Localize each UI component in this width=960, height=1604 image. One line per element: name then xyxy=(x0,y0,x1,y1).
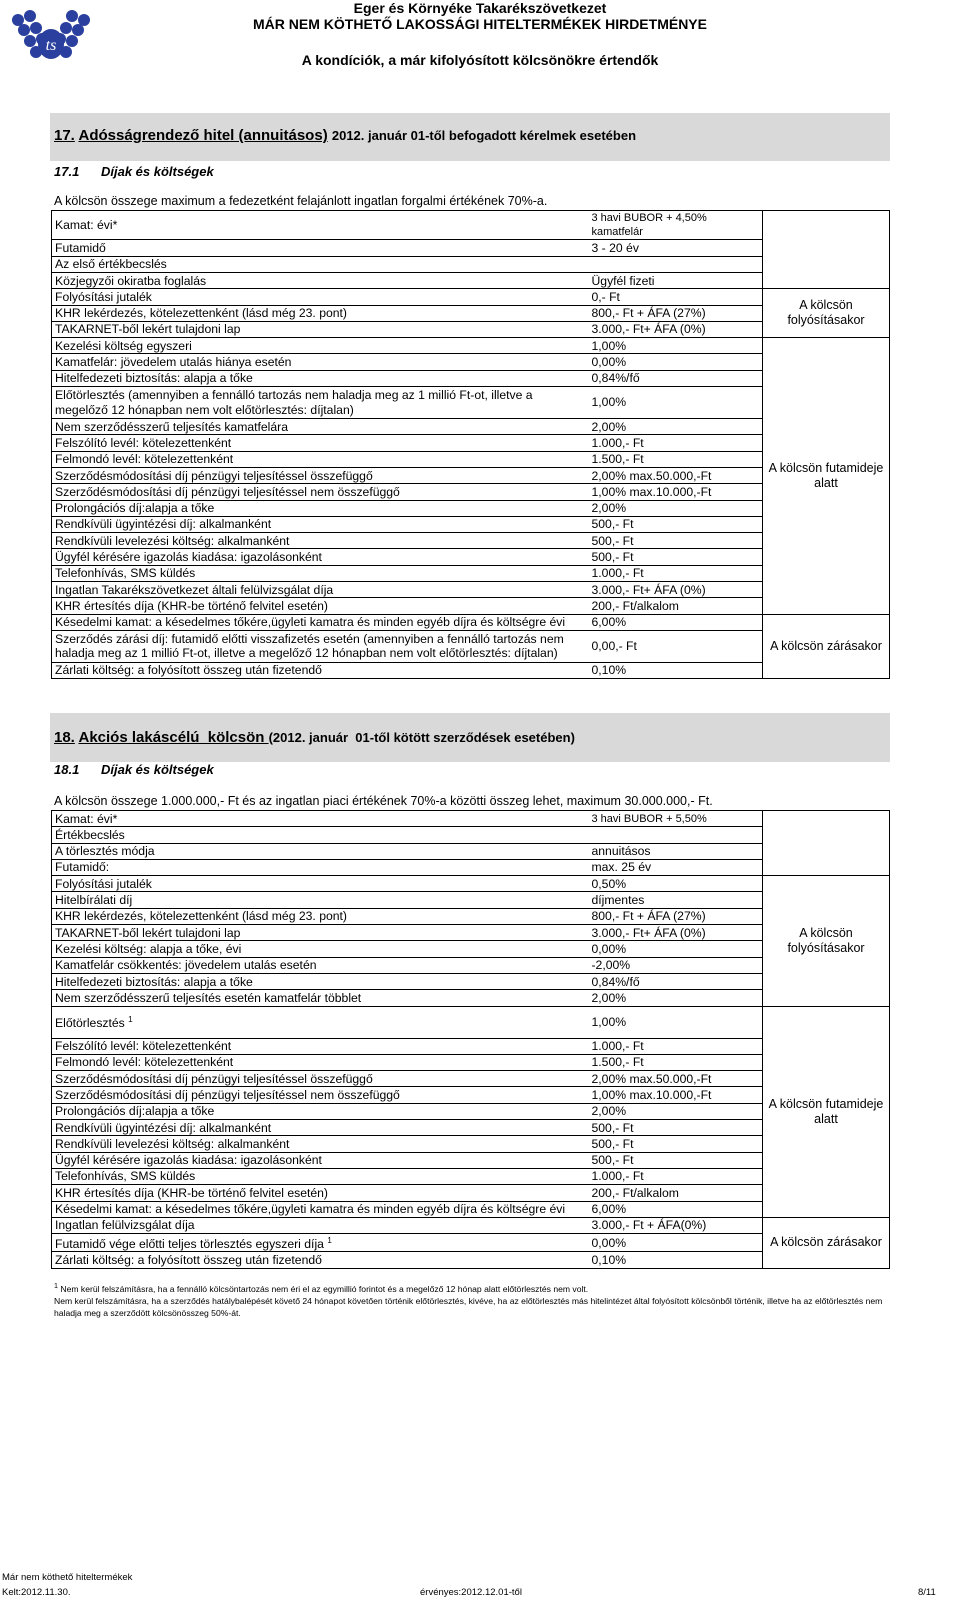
fee-label: Előtörlesztés (amennyiben a fennálló tartozás nem haladja meg az 1 millió Ft-ot, illetve a megelőző 12 hónapban nem volt előtörlesztés: díjtalan) xyxy=(52,387,589,419)
timing-disbursement: A kölcsön folyósításakor xyxy=(763,289,890,338)
fee-value: 1.000,- Ft xyxy=(589,1168,763,1184)
fee-label: Szerződésmódosítási díj pénzügyi teljesítéssel összefüggő xyxy=(52,467,589,483)
section-18-header xyxy=(50,713,890,762)
fee-label: Szerződésmódosítási díj pénzügyi teljesítéssel nem összefüggő xyxy=(52,484,589,500)
fee-label: Hitelfedezeti biztosítás: alapja a tőke xyxy=(52,370,589,386)
fee-label: Zárlati költség: a folyósított összeg után fizetendő xyxy=(52,662,589,678)
fee-value: 0,50% xyxy=(589,876,763,892)
fee-value: 0,10% xyxy=(589,662,763,678)
fee-value: 1.000,- Ft xyxy=(589,1038,763,1054)
fee-label: KHR lekérdezés, kötelezettenként (lásd még 23. pont) xyxy=(52,908,589,924)
fee-value: 0,00% xyxy=(589,354,763,370)
fee-value xyxy=(589,256,763,272)
fee-label: TAKARNET-ből lekért tulajdoni lap xyxy=(52,925,589,941)
footnote-ref: 1 xyxy=(128,1015,133,1025)
section-17-name: Adósságrendező hitel (annuitásos) xyxy=(78,127,328,144)
footnote-ref: 1 xyxy=(327,1236,332,1246)
fee-value: 1.500,- Ft xyxy=(589,451,763,467)
fee-value: 200,- Ft/alkalom xyxy=(589,1185,763,1201)
fee-label: KHR értesítés díja (KHR-be történő felvitel esetén) xyxy=(52,598,589,614)
fee-value: 2,00% max.50.000,-Ft xyxy=(589,467,763,483)
section-17-intro: A kölcsön összege maximum a fedezetként felajánlott ingatlan forgalmi értékének 70%-a. xyxy=(54,194,548,208)
fee-value: 500,- Ft xyxy=(589,1152,763,1168)
fee-label: Felszólító levél: kötelezettenként xyxy=(52,1038,589,1054)
fee-row xyxy=(52,211,890,240)
fee-value: 3 - 20 év xyxy=(589,240,763,256)
fee-value: 800,- Ft + ÁFA (27%) xyxy=(589,908,763,924)
fee-value: 3 havi BUBOR + 5,50% xyxy=(589,811,763,827)
fee-value: 1,00% xyxy=(589,1006,763,1038)
fee-label: Késedelmi kamat: a késedelmes tőkére,ügyleti kamatra és minden egyéb díjra és költségre évi xyxy=(52,614,589,630)
footnote-mark: 1 xyxy=(54,1282,58,1290)
page-title: MÁR NEM KÖTHETŐ LAKOSSÁGI HITELTERMÉKEK HIRDETMÉNYE xyxy=(253,16,707,32)
section-18-intro: A kölcsön összege 1.000.000,- Ft és az ingatlan piaci értékének 70%-a közötti összeg lehet, maximum 30.000.000,- Ft. xyxy=(54,794,713,808)
fee-label: Felmondó levél: kötelezettenként xyxy=(52,451,589,467)
fee-label: Rendkívüli levelezési költség: alkalmanként xyxy=(52,533,589,549)
fee-value: 0,00% xyxy=(589,941,763,957)
fee-value: 3 havi BUBOR + 4,50% kamatfelár xyxy=(589,211,763,240)
fee-label: Előtörlesztés $^1$ xyxy=(52,1006,589,1038)
section-17-title xyxy=(54,127,636,144)
fee-label: Késedelmi kamat: a késedelmes tőkére,ügyleti kamatra és minden egyéb díjra és költségre évi xyxy=(52,1201,589,1217)
section-17-date: 2012. január 01-től befogadott kérelmek esetében xyxy=(331,128,637,143)
fee-value: 500,- Ft xyxy=(589,549,763,565)
fee-label: Telefonhívás, SMS küldés xyxy=(52,1168,589,1184)
fee-value: 0,00,- Ft xyxy=(589,630,763,662)
fee-label: Nem szerződésszerű teljesítés kamatfelára xyxy=(52,419,589,435)
fee-label: Nem szerződésszerű teljesítés esetén kamatfelár többlet xyxy=(52,990,589,1006)
fee-label: Zárlati költség: a folyósított összeg után fizetendő xyxy=(52,1252,589,1268)
fee-value: 200,- Ft/alkalom xyxy=(589,598,763,614)
svg-text:ts: ts xyxy=(45,37,57,54)
fee-label: Kezelési költség egyszeri xyxy=(52,338,589,354)
fee-label: Telefonhívás, SMS küldés xyxy=(52,565,589,581)
section-17-subtitle: 17.1 Díjak és költségek xyxy=(54,164,214,179)
section-17-header xyxy=(50,113,890,161)
fee-label: KHR lekérdezés, kötelezettenként (lásd még 23. pont) xyxy=(52,305,589,321)
footnote-line-1 xyxy=(54,1280,894,1295)
timing-blank xyxy=(763,211,890,289)
section-17-number: 17. xyxy=(54,127,75,144)
fee-value: 0,00% xyxy=(589,1234,763,1252)
timing-closing: A kölcsön zárásakor xyxy=(763,1217,890,1268)
fee-value: 500,- Ft xyxy=(589,1120,763,1136)
fee-label: Ingatlan Takarékszövetkezet általi felülvizsgálat díja xyxy=(52,582,589,598)
fee-value: 6,00% xyxy=(589,614,763,630)
fee-label: Kamatfelár csökkentés: jövedelem utalás esetén xyxy=(52,957,589,973)
fee-label: Kamat: évi* xyxy=(52,811,589,827)
timing-term: A kölcsön futamideje alatt xyxy=(763,1006,890,1217)
footer-issued: Kelt:2012.11.30. xyxy=(2,1587,71,1598)
footer-doc-name: Már nem köthető hiteltermékek xyxy=(2,1572,133,1583)
fee-label: Futamidő xyxy=(52,240,589,256)
fee-label: Felszólító levél: kötelezettenként xyxy=(52,435,589,451)
timing-blank xyxy=(763,811,890,876)
fee-label: Felmondó levél: kötelezettenként xyxy=(52,1054,589,1070)
fee-label: Futamidő: xyxy=(52,859,589,875)
fee-value: 0,10% xyxy=(589,1252,763,1268)
fee-value: 800,- Ft + ÁFA (27%) xyxy=(589,305,763,321)
section-18-fee-table xyxy=(51,810,890,1269)
fee-row xyxy=(52,289,890,305)
footer-page: 8/11 xyxy=(918,1587,936,1598)
fee-value: 0,84%/fő xyxy=(589,370,763,386)
footer-valid: érvényes:2012.12.01-től xyxy=(420,1587,522,1598)
fee-label: Kamatfelár: jövedelem utalás hiánya esetén xyxy=(52,354,589,370)
fee-value: Ügyfél fizeti xyxy=(589,273,763,289)
fee-value xyxy=(589,827,763,843)
fee-row xyxy=(52,811,890,827)
fee-value: -2,00% xyxy=(589,957,763,973)
fee-label: Hitelfedezeti biztosítás: alapja a tőke xyxy=(52,973,589,989)
fee-value: 2,00% max.50.000,-Ft xyxy=(589,1071,763,1087)
fee-label: Az első értékbecslés xyxy=(52,256,589,272)
fee-value: 1.500,- Ft xyxy=(589,1054,763,1070)
fee-value: 3.000,- Ft+ ÁFA (0%) xyxy=(589,321,763,337)
fee-row xyxy=(52,1217,890,1233)
fee-value: 0,- Ft xyxy=(589,289,763,305)
fee-row xyxy=(52,876,890,892)
page-subtitle: A kondíciók, a már kifolyósított kölcsönökre értendők xyxy=(301,52,659,68)
footnote-line-2: Nem kerül felszámításra, ha a szerződés hatálybalépését követő 24 hónapot követően történik előtörlesztés, kivéve, ha az előtörlesztés más hitelintézet által folyósított kölcsönből történik, illetve ha az előtörlesztés nem haladja meg a szerződött kölcsönösszeg 50%-át. xyxy=(54,1295,883,1318)
fee-value: 3.000,- Ft+ ÁFA (0%) xyxy=(589,925,763,941)
fee-label: TAKARNET-ből lekért tulajdoni lap xyxy=(52,321,589,337)
section-17-fee-table xyxy=(51,210,890,679)
fee-label: Rendkívüli levelezési költség: alkalmanként xyxy=(52,1136,589,1152)
fee-value: 500,- Ft xyxy=(589,516,763,532)
section-18-subtitle: 18.1 Díjak és költségek xyxy=(54,762,214,777)
footnote xyxy=(54,1280,894,1319)
fee-label: Ügyfél kérésére igazolás kiadása: igazolásonként xyxy=(52,549,589,565)
fee-value: 1,00% max.10.000,-Ft xyxy=(589,1087,763,1103)
fee-label: Közjegyzői okiratba foglalás xyxy=(52,273,589,289)
fee-label: Értékbecslés xyxy=(52,827,589,843)
fee-value: 500,- Ft xyxy=(589,1136,763,1152)
fee-value: 2,00% xyxy=(589,500,763,516)
fee-value: díjmentes xyxy=(589,892,763,908)
fee-value: 3.000,- Ft + ÁFA(0%) xyxy=(589,1217,763,1233)
fee-value: 1,00% xyxy=(589,338,763,354)
fee-row xyxy=(52,338,890,354)
fee-value: 1.000,- Ft xyxy=(589,565,763,581)
fee-label: Ingatlan felülvizsgálat díja xyxy=(52,1217,589,1233)
section-18-title xyxy=(54,729,575,746)
fee-label: Szerződés zárási díj: futamidő előtti visszafizetés esetén (amennyiben a fennálló tartozás nem haladja meg az 1 millió Ft-ot, illetve a megelőző 12 hónapban nem volt előtörlesztés: díjtalan) xyxy=(52,630,589,662)
fee-value: 1,00% xyxy=(589,387,763,419)
fee-label: KHR értesítés díja (KHR-be történő felvitel esetén) xyxy=(52,1185,589,1201)
fee-label: Futamidő vége előtti teljes törlesztés egyszeri díja $^1$ xyxy=(52,1234,589,1252)
fee-label: Prolongációs díj:alapja a tőke xyxy=(52,500,589,516)
fee-value: max. 25 év xyxy=(589,859,763,875)
timing-disbursement: A kölcsön folyósításakor xyxy=(763,876,890,1006)
fee-label: Rendkívüli ügyintézési díj: alkalmanként xyxy=(52,1120,589,1136)
fee-value: 3.000,- Ft+ ÁFA (0%) xyxy=(589,582,763,598)
fee-value: 6,00% xyxy=(589,1201,763,1217)
fee-row xyxy=(52,1006,890,1038)
fee-value: 500,- Ft xyxy=(589,533,763,549)
section-18-name: Akciós lakáscélú kölcsön xyxy=(78,729,269,746)
fee-label: Ügyfél kérésére igazolás kiadása: igazolásonként xyxy=(52,1152,589,1168)
fee-label: Kamat: évi* xyxy=(52,211,589,240)
fee-value: annuitásos xyxy=(589,843,763,859)
fee-label: Kezelési költség: alapja a tőke, évi xyxy=(52,941,589,957)
timing-closing: A kölcsön zárásakor xyxy=(763,614,890,679)
fee-value: 1.000,- Ft xyxy=(589,435,763,451)
fee-value: 1,00% max.10.000,-Ft xyxy=(589,484,763,500)
footnote-text-1: Nem kerül felszámításra, ha a fennálló kölcsöntartozás nem éri el az egymillió forintot és a megelőző 12 hónap alatt előtörlesztés nem volt. xyxy=(57,1283,589,1294)
fee-label: Folyósítási jutalék xyxy=(52,876,589,892)
fee-row xyxy=(52,614,890,630)
timing-term: A kölcsön futamideje alatt xyxy=(763,338,890,614)
fee-label: Szerződésmódosítási díj pénzügyi teljesítéssel nem összefüggő xyxy=(52,1087,589,1103)
fee-label: Hitelbírálati díj xyxy=(52,892,589,908)
fee-value: 2,00% xyxy=(589,419,763,435)
section-18-date: (2012. január 01-től kötött szerződések esetében) xyxy=(268,730,575,745)
fee-value: 2,00% xyxy=(589,1103,763,1119)
fee-value: 2,00% xyxy=(589,990,763,1006)
fee-label: Prolongációs díj:alapja a tőke xyxy=(52,1103,589,1119)
fee-label: Szerződésmódosítási díj pénzügyi teljesítéssel összefüggő xyxy=(52,1071,589,1087)
fee-label: Folyósítási jutalék xyxy=(52,289,589,305)
fee-value: 0,84%/fő xyxy=(589,973,763,989)
fee-label: Rendkívüli ügyintézési díj: alkalmanként xyxy=(52,516,589,532)
section-18-number: 18. xyxy=(54,729,75,746)
org-name: Eger és Környéke Takarékszövetkezet xyxy=(353,0,607,16)
fee-label: A törlesztés módja xyxy=(52,843,589,859)
